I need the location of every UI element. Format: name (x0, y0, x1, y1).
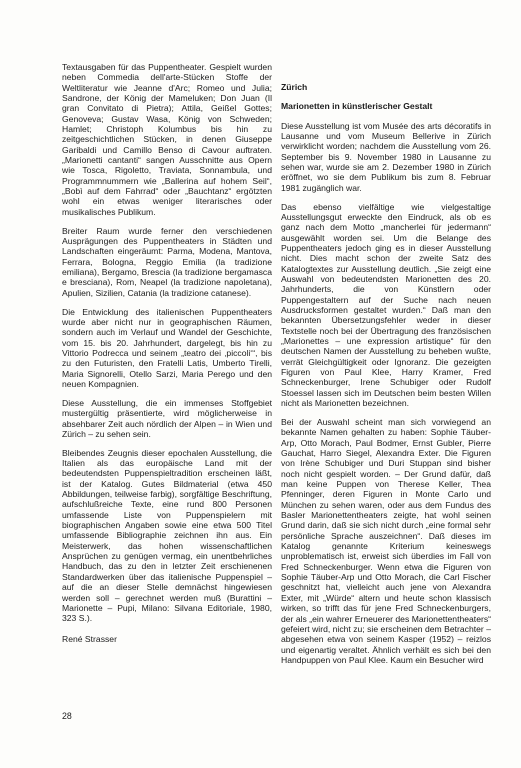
body-paragraph: Diese Ausstellung ist vom Musée des arts décoratifs in Lausanne und vom Museum Bellerive in Zürich verwirklicht worden; nachdem die Ausstellung vom 26. September bis 9. November 1980 in Lausanne zu sehen war, wurde sie am 2. Dezember 1980 in Zürich eröffnet, wo sie dem Publikum bis zum 8. Februar 1981 zugänglich war. (281, 120, 491, 193)
section-place: Zürich (281, 82, 308, 92)
body-paragraph: Textausgaben für das Puppentheater. Gespielt wurden neben Commedia dell'arte-Stücken Stoffe der Weltliteratur wie Jeanne d'Arc; Romeo und Julia; Sandrone, der König der Mameluken; Don Juan (Il gran Convitato di Pietra); Attila, Geißel Gottes; Genoveva; Gustav Wasa, König von Schweden; Hamlet; Christoph Kolumbus bis hin zu zeitgeschichtlichen Stücken, in denen Giuseppe Garibaldi und Camillo Benso di Cavour auftraten. „Marionetti cantanti“ sangen Ausschnitte aus Opern wie Tosca, Rigoletto, Traviata, Sonnambula, und Programmnummern wie „Ballerina auf hohem Seil“, „Bobì auf dem Fahrrad“ oder „Bauchtanz“ ergötzten wohl ein etwas weniger literarisches oder musikalisches Publikum. (62, 62, 272, 217)
article-title: Marionetten in künstlerischer Gestalt (281, 101, 433, 112)
body-paragraph: Die Entwicklung des italienischen Puppentheaters wurde aber nicht nur in geographischen Räumen, sondern auch im Verlauf und Wandel der Geschichte, vom 15. bis 20. Jahrhundert, dargelegt, bis hin zu Vittorio Podrecca und seinem „teatro dei ‚piccoli‘“, bis zu den Futuristen, den Fratelli Latis, Umberto Tirelli, Maria Signorelli, Otello Sarzi, Maria Perego und den neuen Kompagnien. (62, 306, 272, 389)
right-column (281, 82, 491, 665)
body-paragraph: Bei der Auswahl scheint man sich vorwiegend an bekannte Namen gehalten zu haben: Sophie Täuber-Arp, Otto Morach, Paul Bodmer, Ernst Gubler, Pierre Gauchat, Harro Siegel, Alexandra Exter. Die Figuren von Irène Schubiger und Duri Stuppan sind bisher noch nicht gespielt worden. – Der Grund dafür, daß man keine Puppen von Therese Keller, Thea Pfenninger, deren Figuren in Monte Carlo und München zu sehen waren, oder aus dem Fundus des Basler Marionettentheaters zeigte, hat wohl seinen Grund darin, daß sie sich nicht durch „eine formal sehr persönliche Sprache auszeichnen“. Daß dieses im Katalog genannte Kriterium keineswegs unproblematisch ist, erweist sich überdies im Fall von Fred Schneckenburger. Wenn etwa die Figuren von Sophie Täuber-Arp und Otto Morach, die Carl Fischer geschnitzt hat, vielleicht auch jene von Alexandra Exter, mit „Würde“ altern und heute schon klassisch wirken, so trifft das für jene Fred Schneckenburgers, der als „ein wahrer Erneuerer des Marionettentheaters“ gefeiert wird, nicht zu; sie erscheinen dem Betrachter – abgesehen etwa von seinem Kasper (1952) – reizlos und eigenartig veraltet. Ähnlich verhält es sich bei den Handpuppen von Paul Klee. Kaum ein Besucher wird (281, 416, 491, 665)
author-signature: René Strasser (62, 633, 117, 644)
page-number: 28 (62, 711, 72, 721)
body-paragraph: Breiter Raum wurde ferner den verschiedenen Ausprägungen des Puppentheaters in Städten und Landschaften eingeräumt: Parma, Modena, Mantova, Ferrara, Bologna, Reggio Emilia (la tradizione emiliana), Bergamo, Brescia (la tradizione bergamasca e bresciana), Rom, Neapel (la tradizione napoletana), Apulien, Sizilien, Catania (la tradizione catanese). (62, 225, 272, 298)
left-column (62, 62, 272, 644)
body-paragraph: Diese Ausstellung, die ein immenses Stoffgebiet mustergültig präsentierte, wird möglicherweise in absehbarer Zeit auch nördlich der Alpen – in Wien und Zürich – zu sehen sein. (62, 397, 272, 439)
body-paragraph: Bleibendes Zeugnis dieser epochalen Ausstellung, die Italien als das europäische Land mit der bedeutendsten Puppenspieltradition erscheinen läßt, ist der Katalog. Gutes Bildmaterial (etwa 450 Abbildungen, teilweise farbig), sorgfältige Beschriftung, aufschlußreiche Texte, eine rund 800 Personen umfassende Liste von Puppenspielern mit biographischen Angaben sowie eine etwa 500 Titel umfassende Bibliographie zeichnen ihn aus. Ein Meisterwerk, das hohen wissenschaftlichen Ansprüchen zu genügen vermag, ein unentbehrliches Handbuch, das zu den in letzter Zeit erschienenen Standardwerken über das italienische Puppenspiel – auf die an dieser Stelle demnächst hingewiesen werden soll – gerechnet werden muß (Burattini – Marionette – Pupi, Milano: Silvana Editoriale, 1980, 323 S.). (62, 447, 272, 624)
body-paragraph: Das ebenso vielfältige wie vielgestaltige Ausstellungsgut erweckte den Eindruck, als ob es ganz nach dem Motto „mancherlei für jedermann“ ausgewählt worden sei. Um die Belange des Puppentheaters jedoch ging es in dieser Ausstellung nicht. Dies macht schon der zweite Satz des Katalogtextes zur Ausstellung deutlich. „Sie zeigt eine Auswahl von bedeutendsten Marionetten des 20. Jahrhunderts, die von Künstlern oder Puppengestaltern auf der Suche nach neuen Ausdrucksformen gestaltet wurden.“ Daß man den bekannten Übersetzungsfehler weder in dieser Textstelle noch bei der Übertragung des französischen „Marionettes – une expression artistique“ für den deutschen Namen der Ausstellung zu beheben wußte, verrät Gleichgültigkeit oder Ignoranz. Die gezeigten Figuren von Paul Klee, Harry Kramer, Fred Schneckenburger, Irene Schubiger oder Rudolf Stoessel lassen sich im Deutschen beim besten Willen nicht als Marionetten bezeichnen. (281, 201, 491, 409)
